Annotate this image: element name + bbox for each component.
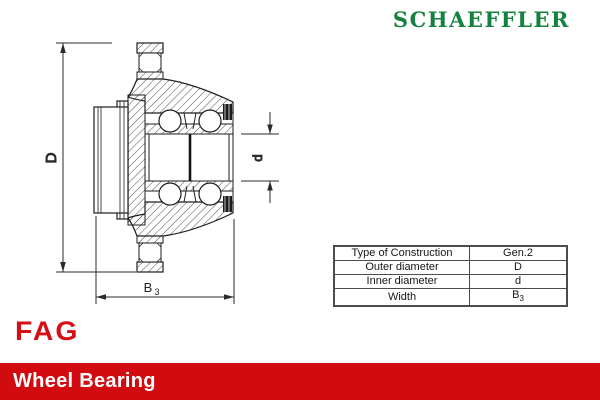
bearing-cross-section-drawing: [0, 0, 320, 320]
footer-bar: [0, 363, 600, 400]
table-row: [334, 275, 567, 289]
arrowhead-up-icon: [60, 43, 66, 53]
arrowhead-right-icon: [224, 294, 234, 300]
dim-label-outer-diameter: D: [43, 152, 60, 164]
fag-logo: FAG: [15, 316, 80, 346]
hub-web-section: [128, 95, 145, 225]
table-row: [334, 289, 567, 307]
spec-value-outer-diameter: D: [470, 261, 568, 275]
spec-value-inner-diameter: d: [470, 275, 568, 289]
spec-value-width-main: B: [512, 289, 520, 301]
spec-table: [333, 245, 568, 307]
dimension-inner-diameter: [241, 112, 279, 203]
inner-ring-joint-line: [189, 134, 192, 181]
dim-label-width: B: [143, 280, 153, 295]
arrowhead-left-icon: [96, 294, 106, 300]
spec-label-width: Width: [334, 289, 470, 307]
spec-value-width: [470, 289, 568, 307]
flange-disc: [94, 101, 128, 219]
arrowhead-up-icon: [267, 181, 273, 191]
bearing-seals: [223, 104, 232, 212]
spec-label-outer-diameter: Outer diameter: [334, 261, 470, 275]
spec-label-inner-diameter: Inner diameter: [334, 275, 470, 289]
table-row: [334, 261, 567, 275]
page-title: Wheel Bearing: [13, 370, 156, 392]
spec-value-type: Gen.2: [470, 246, 568, 261]
arrowhead-down-icon: [267, 125, 273, 135]
spec-label-type: Type of Construction: [334, 246, 470, 261]
table-row: [334, 246, 567, 261]
spec-value-width-subscript: 3: [519, 294, 524, 304]
schaeffler-logo: SCHAEFFLER: [392, 7, 570, 32]
arrowhead-down-icon: [60, 262, 66, 272]
dim-label-inner-diameter: d: [250, 154, 265, 162]
wheel-bolt-hole-top: [139, 53, 161, 72]
dim-label-width-subscript: 3: [154, 287, 160, 297]
wheel-bolt-hole-bottom: [139, 243, 161, 262]
